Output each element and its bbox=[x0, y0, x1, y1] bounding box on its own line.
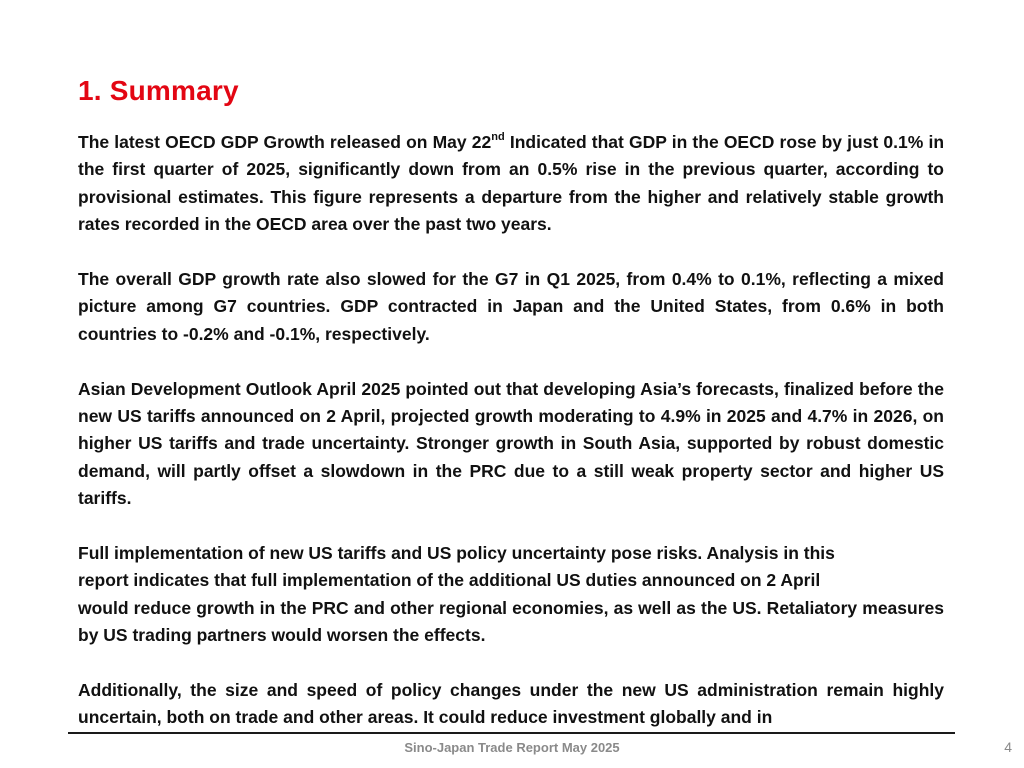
page-number: 4 bbox=[1004, 739, 1012, 755]
paragraph-policy-uncertainty: Additionally, the size and speed of policy changes under the new US administration remain highly uncertain, both on trade and other areas. It could reduce investment globally and in bbox=[78, 680, 944, 728]
paragraph-text: The latest OECD GDP Growth released on May 22 bbox=[78, 132, 492, 152]
slide-title: 1. Summary bbox=[78, 75, 239, 106]
footer-text: Sino-Japan Trade Report May 2025 bbox=[404, 740, 620, 755]
footer-divider bbox=[68, 732, 955, 734]
paragraph-asian-outlook: Asian Development Outlook April 2025 pointed out that developing Asia’s forecasts, finalized before the new US tariffs announced on 2 April, projected growth moderating to 4.9% in 2025 and 4.7% in 2026, on higher US tariffs and trade uncertainty. Stronger growth in South Asia, supported by robust domestic demand, will partly offset a slowdown in the PRC due to a still weak property sector and higher US tariffs. bbox=[78, 378, 944, 509]
summary-body bbox=[78, 129, 944, 731]
paragraph-oecd-gdp bbox=[78, 129, 944, 239]
paragraph-text: would reduce growth in the PRC and other regional economies, as well as the US. Retaliatory measures by US trading partners would worsen the effects. bbox=[78, 597, 944, 646]
paragraph-tariff-risks bbox=[78, 540, 944, 650]
paragraph-line: report indicates that full implementation of the additional US duties announced on 2 April bbox=[78, 570, 821, 591]
paragraph-text: Indicated that GDP in the OECD rose by just 0.1% in the first quarter of 2025, significantly down from an 0.5% rise in the previous quarter, according to provisional estimates. This figure represents a departure from the higher and relatively stable growth rates recorded in the OECD area over the past two years. bbox=[78, 132, 944, 235]
paragraph-g7-growth: The overall GDP growth rate also slowed for the G7 in Q1 2025, from 0.4% to 0.1%, reflecting a mixed picture among G7 countries. GDP contracted in Japan and the United States, from 0.6% in both countries to -0.2% and -0.1%, respectively. bbox=[78, 269, 944, 344]
superscript-nd: nd bbox=[491, 131, 505, 144]
paragraph-line: Full implementation of new US tariffs and US policy uncertainty pose risks. Analysis in this bbox=[78, 543, 835, 564]
